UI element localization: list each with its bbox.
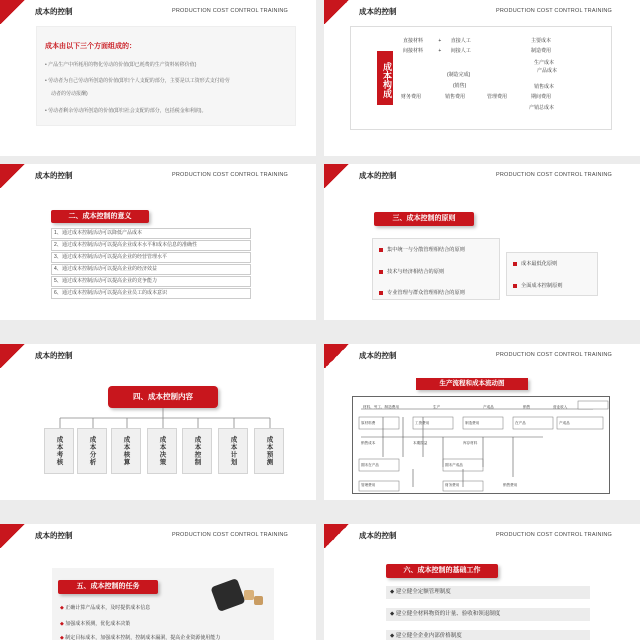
bullet-1: • 产品生产中所耗用的物化劳动的价值(即已耗费的生产资料转移价值) <box>45 62 197 68</box>
flow-label: 销售 <box>523 405 531 409</box>
foundation-item: ◆ 建立健全定额管理制度 <box>386 586 590 599</box>
structure-panel <box>350 26 612 130</box>
principle-item <box>379 289 465 296</box>
header-title: 成本的控制 <box>35 531 73 540</box>
plus-icon: + <box>438 38 442 44</box>
content-item-box <box>77 428 107 474</box>
section-button[interactable]: 四、成本控制内容 <box>108 386 218 408</box>
header-title: 成本的控制 <box>35 7 73 16</box>
header-title: 成本的控制 <box>35 351 73 360</box>
header-subtitle: PRODUCTION COST CONTROL TRAINING <box>496 352 612 358</box>
square-bullet-icon <box>379 248 383 252</box>
bullet-2: • 劳动者为自己劳动所创造的价值(即归个人支配的部分，主要是以工资形式支付给劳 <box>45 78 230 84</box>
plus-icon: + <box>438 48 442 54</box>
header-subtitle: PRODUCTION COST CONTROL TRAINING <box>172 172 288 178</box>
row-2 <box>403 47 613 59</box>
flow-label: 管理费用 <box>361 483 376 487</box>
flow-label: 制造费用 <box>465 421 480 425</box>
task-item: ◆ 加强成本预测，优化成本决策 <box>60 621 131 627</box>
item-text: 集中统一与分散管理相结合的原则 <box>387 247 465 253</box>
cell: 直接材料 <box>403 38 424 44</box>
principle-item <box>379 268 444 275</box>
item-text: 加强成本预测，优化成本决策 <box>65 621 131 627</box>
cell: 间接材料 <box>403 48 424 54</box>
item-text: 制定目标成本，加强成本控制，控制成本漏洞，提高企业资源使用能力 <box>65 635 221 640</box>
meaning-item: 1、 通过成本控制活动可以降低产品成本 <box>51 228 251 239</box>
meaning-item: 3、 通过成本控制活动可以提高企业的经营管理水平 <box>51 252 251 263</box>
square-bullet-icon <box>379 270 383 274</box>
section-button[interactable]: 二、成本控制的意义 <box>51 210 149 223</box>
item-text: 成本预测 <box>265 436 273 466</box>
structure-rows <box>403 37 613 114</box>
flow-label: 产成品 <box>483 405 494 409</box>
item-text: 建立健全企业内部价格制度 <box>395 633 462 639</box>
cell: (销售) <box>453 83 467 89</box>
slide-header <box>0 0 316 24</box>
slide-header <box>324 344 640 368</box>
cell: 产品成本 <box>537 68 558 74</box>
content-item-box <box>254 428 284 474</box>
principles-box-left <box>372 238 500 300</box>
row-4 <box>403 67 613 79</box>
header-triangle-icon <box>324 0 350 24</box>
principles-box-right <box>506 252 598 296</box>
item-text: 成本控制 <box>193 436 201 466</box>
content-item-box <box>111 428 141 474</box>
content-item-box <box>218 428 248 474</box>
header-title: 成本的控制 <box>359 351 397 360</box>
item-text: 成本核算 <box>122 436 130 466</box>
slide-header <box>324 524 640 548</box>
slide-content[interactable] <box>0 344 316 500</box>
header-title: 成本的控制 <box>359 7 397 16</box>
flow-label: 财务费用 <box>445 483 460 487</box>
cell: (制造完成) <box>447 72 471 78</box>
task-item: ◆ 正确计算产品成本，及时提供成本信息 <box>60 605 151 611</box>
cell: 财务费用 <box>401 94 422 100</box>
bullet-2-cont <box>51 90 88 97</box>
slide-header <box>324 164 640 188</box>
flow-label: 期末产成品 <box>445 463 463 467</box>
row-5 <box>403 79 613 93</box>
item-text: 通过成本控制活动可以提高企业的经济效益 <box>62 266 158 272</box>
meaning-item: 6、 通过成本控制活动可以提高企业员工的成本意识 <box>51 288 251 299</box>
tree-connectors <box>0 344 316 500</box>
header-title: 成本的控制 <box>359 531 397 540</box>
content-item-box <box>182 428 212 474</box>
flow-label: 工资费用 <box>415 421 430 425</box>
bullet-3: • 劳动者剩余劳动所创造的价值(即归社会支配的部分，包括税金和利润)。 <box>45 108 207 114</box>
slide-tasks[interactable] <box>0 524 316 640</box>
item-text: 技术与经济相结合的原则 <box>387 269 445 275</box>
header-triangle-icon <box>0 524 26 548</box>
task-item: ◆ 制定目标成本，加强成本控制，控制成本漏洞，提高企业资源使用能力 <box>60 635 221 640</box>
composition-heading: 成本由以下三个方面组成的： <box>45 43 136 50</box>
slide-header <box>0 524 316 548</box>
foundation-item: ◆ 建立健全材料物资的计量、验收和领退制度 <box>386 608 590 621</box>
section-button[interactable]: 五、成本控制的任务 <box>58 580 158 594</box>
row-1 <box>403 37 613 47</box>
bullet-text: 产品生产中所耗用的物化劳动的价值(即已耗费的生产资料转移价值) <box>48 62 197 68</box>
slide-meaning[interactable] <box>0 164 316 320</box>
vertical-title <box>377 51 393 105</box>
section-button[interactable]: 生产流程和成本流动图 <box>416 378 528 390</box>
cell: 生产成本 <box>534 60 555 66</box>
item-text: 通过成本控制活动可以提高企业的竞争能力 <box>62 278 158 284</box>
flow-label: 销售成本 <box>361 441 376 445</box>
item-text: 成本分析 <box>88 436 96 466</box>
flow-chart <box>352 396 610 494</box>
slide-foundation[interactable] <box>324 524 640 640</box>
item-text: 专业管理与群众管理相结合的原则 <box>387 290 465 296</box>
cell: 销售成本 <box>534 84 555 90</box>
item-text: 通过成本控制活动可以提高企业成本水平和成本信息的准确性 <box>62 242 198 248</box>
square-bullet-icon <box>513 262 517 266</box>
flow-label: 产成品 <box>559 421 570 425</box>
row-6 <box>403 93 613 104</box>
flow-label: 期末在产品 <box>361 463 379 467</box>
bullet-text: 劳动者剩余劳动所创造的价值(即归社会支配的部分，包括税金和利润)。 <box>48 108 207 114</box>
flow-label: 本期损益 <box>413 441 428 445</box>
header-subtitle: PRODUCTION COST CONTROL TRAINING <box>172 8 288 14</box>
calculator-image <box>210 578 264 612</box>
flow-lines <box>353 397 611 495</box>
item-text: 正确计算产品成本，及时提供成本信息 <box>65 605 151 611</box>
header-subtitle: PRODUCTION COST CONTROL TRAINING <box>496 532 612 538</box>
cell: 制造费用 <box>531 48 552 54</box>
row-3 <box>403 59 613 67</box>
meaning-item: 5、 通过成本控制活动可以提高企业的竞争能力 <box>51 276 251 287</box>
item-text: 建立健全定额管理制度 <box>395 589 451 595</box>
cell: 产销总成本 <box>529 105 555 111</box>
header-subtitle: PRODUCTION COST CONTROL TRAINING <box>172 532 288 538</box>
slide-principles[interactable] <box>324 164 640 320</box>
header-subtitle: PRODUCTION COST CONTROL TRAINING <box>496 172 612 178</box>
bullet-text: 劳动者为自己劳动所创造的价值(即归个人支配的部分，主要是以工资形式支付给劳 <box>48 78 230 84</box>
header-triangle-icon <box>0 164 26 188</box>
principle-item <box>513 282 563 289</box>
flow-label: 在产品 <box>515 421 526 425</box>
item-text: 成本决策 <box>158 436 166 466</box>
item-text: 成本计划 <box>229 436 237 466</box>
flow-label: 生产 <box>433 405 441 409</box>
slide-header <box>0 164 316 188</box>
header-triangle-icon <box>324 164 350 188</box>
header-title: 成本的控制 <box>359 171 397 180</box>
section-button[interactable]: 三、成本控制的原则 <box>374 212 474 226</box>
header-title: 成本的控制 <box>35 171 73 180</box>
flow-label: 营业收入 <box>553 405 568 409</box>
flow-label: 销售费用 <box>503 483 518 487</box>
square-bullet-icon <box>379 291 383 295</box>
slide-cost-structure[interactable] <box>324 0 640 156</box>
header-triangle-icon <box>0 0 26 24</box>
composition-panel <box>36 26 296 126</box>
cell: 期间费用 <box>531 94 552 100</box>
flow-label: 原材料费 <box>361 421 376 425</box>
slide-header <box>324 0 640 24</box>
header-subtitle: PRODUCTION COST CONTROL TRAINING <box>496 8 612 14</box>
meaning-item: 4、 通过成本控制活动可以提高企业的经济效益 <box>51 264 251 275</box>
principle-item <box>379 246 465 253</box>
header-triangle-icon <box>324 344 350 368</box>
cell: 主要成本 <box>531 38 552 44</box>
item-text: 通过成本控制活动可以提高企业的经营管理水平 <box>62 254 168 260</box>
header-triangle-icon <box>324 524 350 548</box>
section-button[interactable]: 六、成本控制的基础工作 <box>386 564 498 578</box>
row-7 <box>403 104 613 114</box>
flow-label: 库存材料 <box>463 441 478 445</box>
foundation-item: ◆ 建立健全企业内部价格制度 <box>386 630 590 640</box>
content-item-box <box>44 428 74 474</box>
item-text: 通过成本控制活动可以降低产品成本 <box>62 230 143 236</box>
item-text: 成本最低化原则 <box>521 261 558 267</box>
cell: 直接人工 <box>450 38 471 44</box>
vertical-title-text: 成本构成 <box>382 61 392 98</box>
flow-label: 材料、劳工、制造费用 <box>363 405 399 409</box>
cell: 间接人工 <box>450 48 471 54</box>
item-text: 通过成本控制活动可以提高企业员工的成本意识 <box>62 290 168 296</box>
item-text: 建立健全材料物资的计量、验收和领退制度 <box>395 611 501 617</box>
meaning-item: 2、 通过成本控制活动可以提高企业成本水平和成本信息的准确性 <box>51 240 251 251</box>
square-bullet-icon <box>513 284 517 288</box>
slide-flow[interactable] <box>324 344 640 500</box>
principle-item <box>513 260 557 267</box>
item-text: 全面成本控制原则 <box>521 283 563 289</box>
content-item-box <box>147 428 177 474</box>
item-text: 成本考核 <box>55 436 63 466</box>
cell: 管理费用 <box>487 94 508 100</box>
bullet-text: 动者的劳动报酬) <box>51 91 88 97</box>
cell: 销售费用 <box>445 94 466 100</box>
slide-cost-composition[interactable] <box>0 0 316 156</box>
